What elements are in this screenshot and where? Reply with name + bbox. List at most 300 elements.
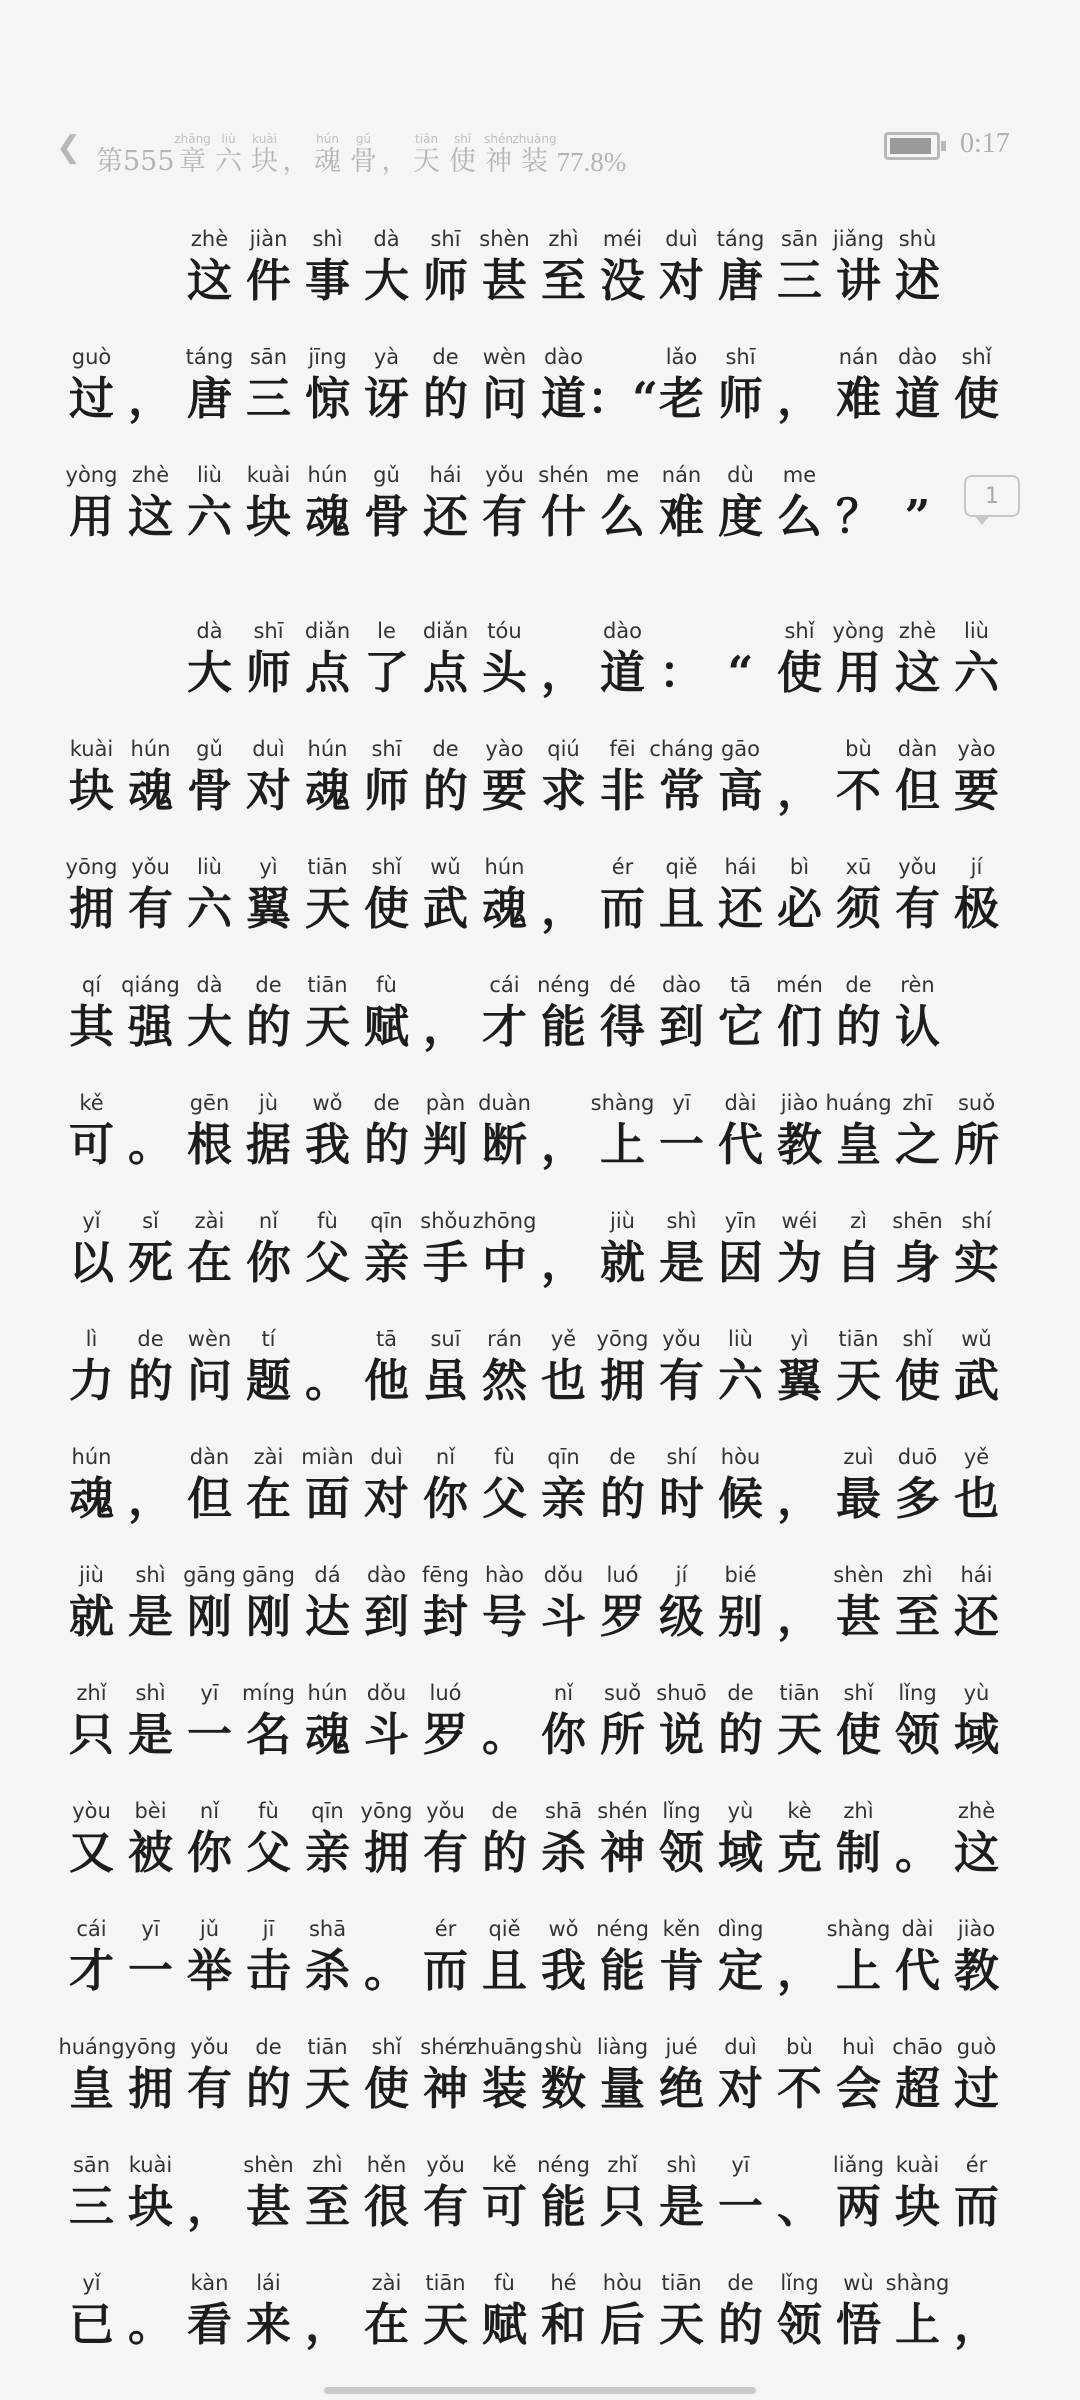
pinyin: shén [484,132,513,146]
pinyin: yī [200,1681,219,1705]
ruby-char [770,1444,829,1528]
hanzi: 用 [68,490,114,543]
hanzi: 师 [245,646,291,699]
hanzi: 对 [717,2062,763,2115]
ruby-char [239,854,298,938]
ruby-char [475,972,534,1056]
pinyin: duì [665,227,698,251]
ruby-char [239,2270,298,2354]
pinyin: diǎn [422,619,469,643]
ruby-char [180,1090,239,1174]
hanzi: 说 [658,1708,704,1761]
pinyin: fù [494,1445,515,1469]
ruby-char [298,972,357,1056]
hanzi: 有 [481,490,527,543]
pinyin: kuài [69,737,114,761]
pinyin: guò [956,2035,997,2059]
text-line [62,1792,1006,1882]
ruby-char [947,1562,1006,1646]
pinyin: zhì [548,227,579,251]
ruby-char [711,1326,770,1410]
ruby-char [770,854,829,938]
ruby-char [593,1916,652,2000]
ruby-char [888,1916,947,2000]
pinyin: cái [489,973,520,997]
pinyin: liù [728,1327,753,1351]
hanzi: 肯 [658,1944,704,1997]
hanzi: 六 [717,1354,763,1407]
clock: 0:17 [960,128,1010,159]
ruby-char [593,1444,652,1528]
pinyin: shǐ [453,132,472,146]
home-indicator[interactable] [324,2387,756,2394]
ruby-char [829,2152,888,2236]
hanzi: 域 [717,1826,763,1879]
ruby-char [534,344,593,428]
hanzi: 大 [186,1000,232,1053]
ruby-char [298,1208,357,1292]
hanzi: 的 [422,764,468,817]
ruby-char [416,1208,475,1292]
hanzi: 我 [540,1944,586,1997]
ruby-char [829,854,888,938]
pinyin: jǔ [199,1917,220,1941]
pinyin: néng [596,1917,649,1941]
hanzi: 骨 [350,146,378,177]
ruby-char [121,736,180,820]
hanzi: 魂 [314,146,342,177]
pinyin: sǐ [142,1209,159,1233]
ruby-char [770,1916,829,2000]
hanzi: 骨 [363,490,409,543]
ruby-char [416,736,475,820]
hanzi: 天 [422,2298,468,2351]
hanzi: ， [186,2180,232,2233]
ruby-char [416,344,475,428]
hanzi: 讶 [363,372,409,425]
pinyin: qiáng [121,973,180,997]
ruby-char [534,226,593,310]
ruby-char [652,226,711,310]
chapter-title-text: ， [381,146,409,177]
ruby-char [888,1798,947,1882]
pinyin: zhì [902,1563,933,1587]
hanzi: 面 [304,1472,350,1525]
hanzi: ， [776,764,822,817]
ruby-char [475,1090,534,1174]
ruby-char [180,1916,239,2000]
hanzi: 点 [304,646,350,699]
hanzi: 至 [304,2180,350,2233]
ruby-char [711,1798,770,1882]
pinyin: shì [312,227,343,251]
ruby-char [416,1680,475,1764]
hanzi: 这 [186,254,232,307]
ruby-char [239,1562,298,1646]
hanzi: 号 [481,1590,527,1643]
ruby-char [357,1326,416,1410]
chapter-title-char [247,132,283,178]
hanzi: 述 [894,254,940,307]
pinyin: cháng [649,737,714,761]
ruby-char [357,1444,416,1528]
ruby-char [593,618,652,702]
ruby-char [475,736,534,820]
ruby-char [475,854,534,938]
pinyin: gāo [720,737,761,761]
pinyin: yào [485,737,524,761]
ruby-char [180,618,239,702]
pinyin: shén [597,1799,648,1823]
ruby-char [652,462,711,546]
hanzi: 举 [186,1944,232,1997]
hanzi: 到 [363,1590,409,1643]
pinyin: kàn [190,2271,229,2295]
hanzi: ？ [835,490,881,543]
hanzi: 级 [658,1590,704,1643]
hanzi: 其 [68,1000,114,1053]
pinyin: jī [262,1917,275,1941]
hanzi: 一 [186,1708,232,1761]
pinyin: liàng [596,2035,649,2059]
pinyin: zhè [898,619,937,643]
chapter-title-text: ， [282,146,310,177]
ruby-char [298,1562,357,1646]
ruby-char [180,1562,239,1646]
hanzi: 六 [215,146,243,177]
pinyin: yī [672,1091,691,1115]
hanzi: 大 [186,646,232,699]
hanzi: 认 [894,1000,940,1053]
ruby-char [652,1798,711,1882]
ruby-char [475,1798,534,1882]
pinyin: shǐ [902,1327,933,1351]
hanzi: ， [304,2298,350,2351]
pinyin: jiàn [249,227,288,251]
pinyin: yòng [832,619,885,643]
hanzi: 虽 [422,1354,468,1407]
ruby-char [475,618,534,702]
pinyin: dù [727,463,754,487]
pinyin: wǔ [961,1327,992,1351]
hanzi: 拥 [363,1826,409,1879]
ruby-char [180,1326,239,1410]
pinyin: gǔ [196,737,223,761]
ruby-char [121,344,180,428]
pinyin: luó [429,1681,462,1705]
pinyin: tiān [307,2035,348,2059]
pinyin: me [605,463,640,487]
ruby-char [357,2152,416,2236]
chevron-left-icon[interactable]: ❮ [56,130,82,165]
hanzi: 皇 [835,1118,881,1171]
chapter-title[interactable] [96,122,626,178]
ruby-char [239,1916,298,2000]
ruby-char [416,972,475,1056]
hanzi: 身 [894,1236,940,1289]
pinyin: hún [484,855,525,879]
text-line [62,2146,1006,2236]
hanzi: 斗 [540,1590,586,1643]
ruby-char [652,1090,711,1174]
hanzi: 讲 [835,254,881,307]
hanzi: 实 [953,1236,999,1289]
ruby-char [298,1798,357,1882]
pinyin: kuài [252,132,277,146]
pinyin: yì [790,1327,809,1351]
hanzi: 有 [127,882,173,935]
ruby-char [652,344,711,428]
hanzi: 高 [717,764,763,817]
ruby-char [593,2034,652,2118]
pinyin: yī [141,1917,160,1941]
hanzi: 极 [953,882,999,935]
pinyin: zhè [957,1799,996,1823]
ruby-char [357,1562,416,1646]
hanzi: 而 [422,1944,468,1997]
ruby-char [534,618,593,702]
pinyin: sān [72,2153,111,2177]
ruby-char [121,462,180,546]
ruby-char [416,1090,475,1174]
hanzi: “ [727,646,754,699]
ruby-char [534,854,593,938]
pinyin: shī [430,227,461,251]
hanzi: 装 [521,146,549,177]
ruby-char [62,2270,121,2354]
hanzi: 罗 [599,1590,645,1643]
pinyin: de [491,1799,518,1823]
hanzi: 。 [363,1944,409,1997]
hanzi: 甚 [245,2180,291,2233]
pinyin: kuài [128,2153,173,2177]
hanzi: 非 [599,764,645,817]
hanzi: 块 [245,490,291,543]
pinyin: qí [81,973,102,997]
ruby-char [593,1208,652,1292]
pinyin: wǒ [548,1917,579,1941]
ruby-char [825,1090,892,1174]
ruby-char [357,1680,416,1764]
pinyin: shí [961,1209,992,1233]
hanzi: 的 [599,1472,645,1525]
ruby-char [711,226,770,310]
pinyin: dà [196,619,223,643]
ruby-char [770,462,829,546]
hanzi: 一 [127,1944,173,1997]
battery-icon [884,132,940,160]
pinyin: huáng [58,2035,125,2059]
pinyin: tiān [425,2271,466,2295]
ruby-char [652,1680,711,1764]
hanzi: 魂 [481,882,527,935]
pinyin: tā [375,1327,398,1351]
ruby-char [180,226,239,310]
ruby-char [534,462,593,546]
hanzi: 。 [127,2298,173,2351]
hanzi: 有 [422,1826,468,1879]
pinyin: diǎn [304,619,351,643]
ruby-char [829,1798,888,1882]
ruby-char [62,1444,121,1528]
hanzi: 能 [540,1000,586,1053]
chapter-title-char [211,132,247,178]
ruby-char [888,344,947,428]
ruby-char [298,1326,357,1410]
ruby-char [652,1562,711,1646]
ruby-char [239,618,298,702]
ruby-char [121,1208,180,1292]
ruby-char [121,972,180,1056]
pinyin: shǐ [961,345,992,369]
hanzi: 被 [127,1826,173,1879]
pinyin: shǐ [843,1681,874,1705]
hanzi: 你 [422,1472,468,1525]
hanzi: 父 [245,1826,291,1879]
pinyin: hái [724,855,757,879]
hanzi: 使 [363,2062,409,2115]
ruby-char [652,2152,711,2236]
hanzi: 悟 [835,2298,881,2351]
hanzi: 要 [953,764,999,817]
pinyin: shàng [885,2271,950,2295]
pinyin: tóu [487,619,522,643]
hanzi: 神 [422,2062,468,2115]
ruby-char [416,1326,475,1410]
pinyin: jué [665,2035,698,2059]
ruby-char [888,462,947,546]
text-line [62,456,947,546]
hanzi: 上 [599,1118,645,1171]
ruby-char [947,1444,1006,1528]
ruby-char [62,2152,121,2236]
pinyin: shī [725,345,756,369]
pinyin: yù [963,1681,990,1705]
pinyin: liù [197,855,222,879]
text-line [62,1674,1006,1764]
ruby-char [829,972,888,1056]
hanzi: 块 [894,2180,940,2233]
hanzi: 难 [835,372,881,425]
pinyin: sān [249,345,288,369]
pinyin: yōng [65,855,118,879]
text-line [62,1320,1006,1410]
ruby-char [829,1444,888,1528]
ruby-char [475,1444,534,1528]
text-line [62,730,1006,820]
hanzi: 得 [599,1000,645,1053]
ruby-char [534,1562,593,1646]
pinyin: yǒu [190,2035,229,2059]
pinyin: néng [537,973,590,997]
hanzi: 魂 [304,490,350,543]
hanzi: 为 [776,1236,822,1289]
hanzi: 因 [717,1236,763,1289]
ruby-char [888,2152,947,2236]
ruby-char [357,344,416,428]
hanzi: 装 [481,2062,527,2115]
pinyin: dào [602,619,643,643]
pinyin: yǐ [82,2271,101,2295]
hanzi: 用 [835,646,881,699]
pinyin: kuài [246,463,291,487]
hanzi: 是 [658,1236,704,1289]
pinyin: tí [261,1327,276,1351]
pinyin: miàn [301,1445,354,1469]
paragraph-comment-badge[interactable]: 1 [964,475,1020,517]
ruby-char [416,618,475,702]
pinyin: bù [845,737,872,761]
pinyin: dǒu [366,1681,407,1705]
ruby-char [239,1798,298,1882]
hanzi: 骨 [186,764,232,817]
ruby-char [770,1680,829,1764]
hanzi: 在 [186,1236,232,1289]
ruby-char [888,972,947,1056]
hanzi: 。 [127,1118,173,1171]
hanzi: 点 [422,646,468,699]
pinyin: de [255,973,282,997]
text-line [62,1438,1006,1528]
ruby-char [357,972,416,1056]
pinyin: hún [71,1445,112,1469]
ruby-char [711,1916,770,2000]
pinyin: suǒ [957,1091,996,1115]
pinyin: wǔ [430,855,461,879]
hanzi: 的 [717,1708,763,1761]
ruby-char [829,1208,888,1292]
pinyin: fù [317,1209,338,1233]
pinyin: yě [963,1445,990,1469]
text-line [58,2028,1006,2118]
pinyin: ér [611,855,634,879]
ruby-char [885,2270,950,2354]
pinyin: shǒu [420,1209,471,1233]
ruby-char [180,972,239,1056]
pinyin: zhuāng [512,132,557,146]
hanzi: ， [953,2298,999,2351]
hanzi: 了 [363,646,409,699]
ruby-char [593,1326,652,1410]
text-line [62,1556,1006,1646]
hanzi: 的 [835,1000,881,1053]
ruby-char [888,1680,947,1764]
hanzi: 两 [835,2180,881,2233]
chapter-title-char [512,132,557,178]
ruby-char [587,344,658,428]
pinyin: shén [420,2035,471,2059]
ruby-char [770,344,829,428]
pinyin: kè [787,1799,812,1823]
pinyin: dào [661,973,702,997]
pinyin: kuài [895,2153,940,2177]
pinyin: shī [253,619,284,643]
pinyin: le [377,619,396,643]
hanzi: 亲 [363,1236,409,1289]
hanzi: 教 [776,1118,822,1171]
pinyin: duō [897,1445,938,1469]
hanzi: 魂 [304,764,350,817]
pinyin: ér [965,2153,988,2177]
hanzi: 以 [68,1236,114,1289]
pinyin: kě [492,2153,517,2177]
ruby-char [770,2270,829,2354]
hanzi: 对 [658,254,704,307]
hanzi: 父 [481,1472,527,1525]
pinyin: wèn [187,1327,232,1351]
pinyin: tiān [838,1327,879,1351]
ruby-char [475,344,534,428]
